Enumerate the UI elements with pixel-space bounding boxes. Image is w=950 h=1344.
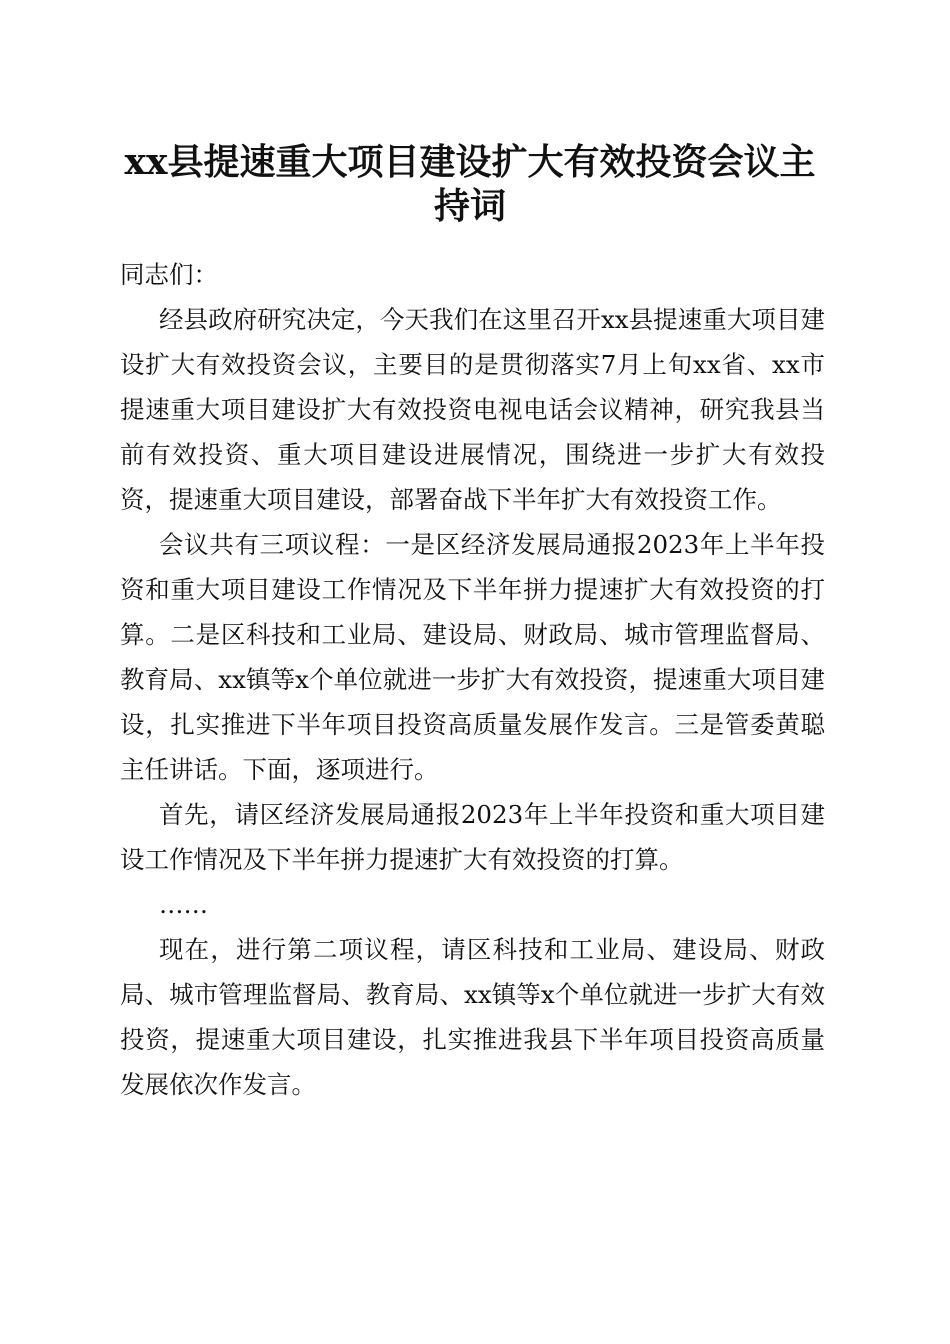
- paragraph-opening: 经县政府研究决定，今天我们在这里召开xx县提速重大项目建设扩大有效投资会议，主要目的是贯彻落实7月上旬xx省、xx市提速重大项目建设扩大有效投资电视电话会议精神，研究我县当前有效投资、重大项目建设进展情况，围绕进一步扩大有效投资，提速重大项目建设，部署奋战下半年扩大有效投资工作。: [120, 305, 825, 514]
- paragraph-second-item: 现在，进行第二项议程，请区科技和工业局、建设局、财政局、城市管理监督局、教育局、xx镇等x个单位就进一步扩大有效投资，提速重大项目建设，扎实推进我县下半年项目投资高质量发展依次作发言。: [120, 935, 825, 1099]
- salutation: 同志们：: [120, 260, 218, 289]
- document-body: [120, 252, 825, 1107]
- document-title: xx县提速重大项目建设扩大有效投资会议主持词: [124, 141, 816, 227]
- paragraph-first-item: 首先，请区经济发展局通报2023年上半年投资和重大项目建设工作情况及下半年拼力提速扩大有效投资的打算。: [120, 800, 825, 874]
- paragraph-agenda: 会议共有三项议程：一是区经济发展局通报2023年上半年投资和重大项目建设工作情况及下半年拼力提速扩大有效投资的打算。二是区科技和工业局、建设局、财政局、城市管理监督局、教育局、xx镇等x个单位就进一步扩大有效投资，提速重大项目建设，扎实推进下半年项目投资高质量发展作发言。三是管委黄聪主任讲话。下面，逐项进行。: [120, 530, 825, 784]
- ellipsis-marker: ……: [159, 890, 208, 919]
